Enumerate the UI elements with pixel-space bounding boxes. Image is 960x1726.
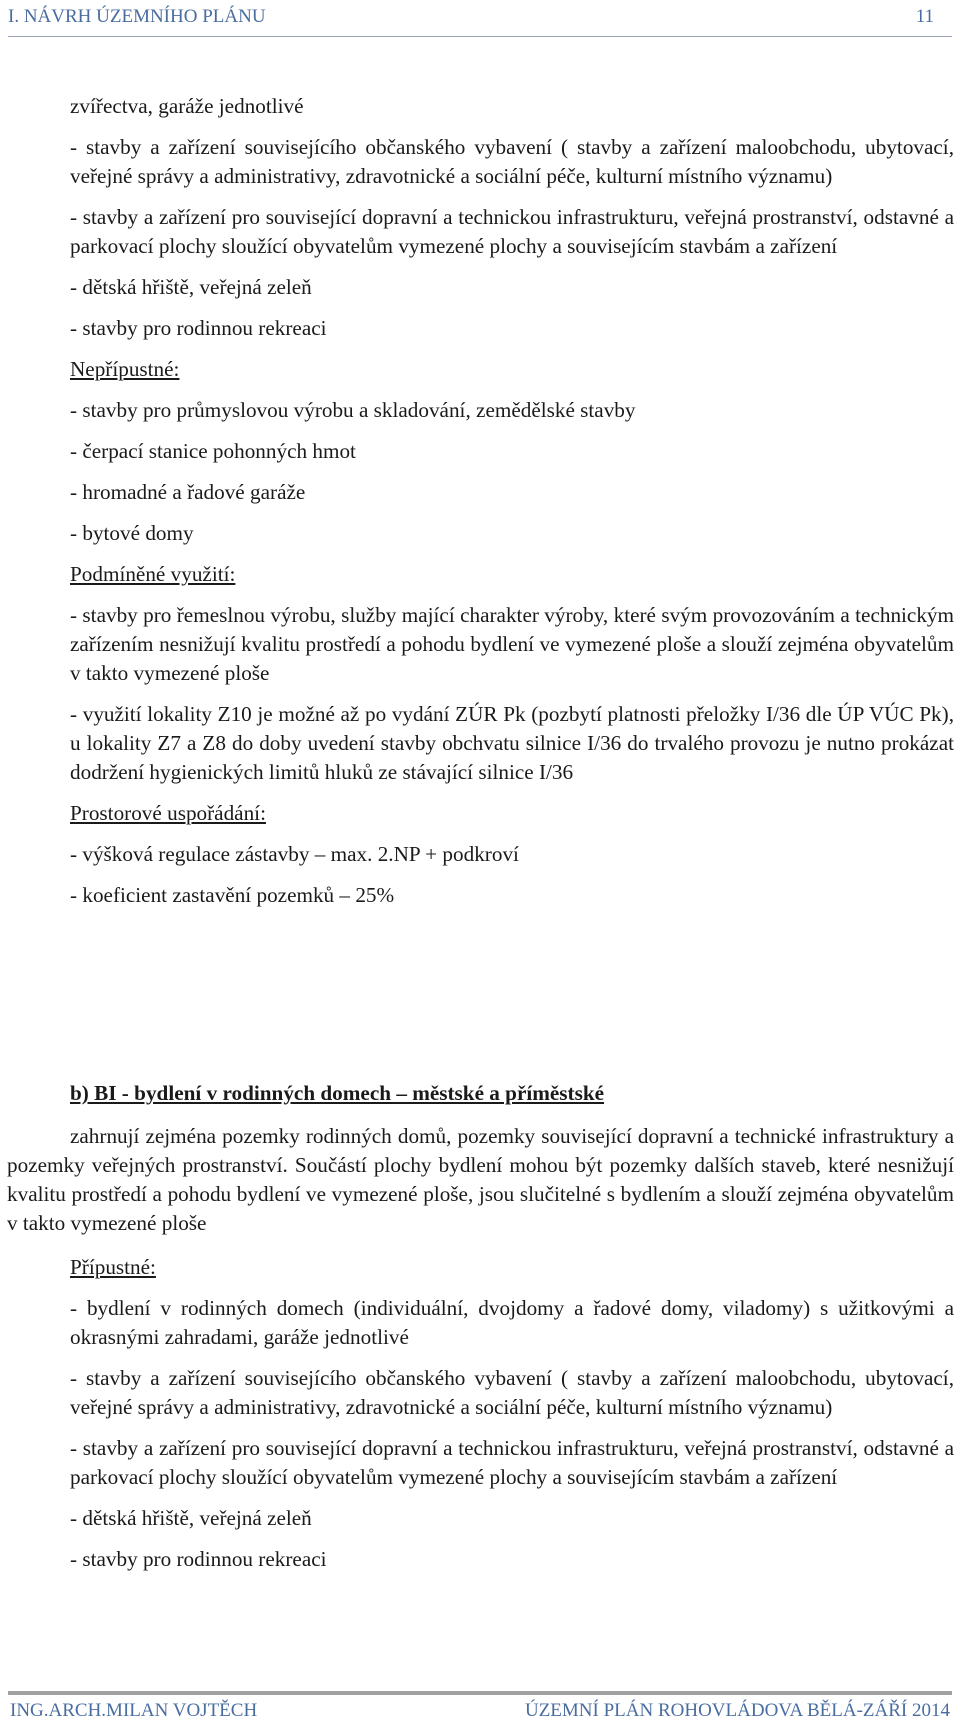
paragraph: zvířectva, garáže jednotlivé [70, 94, 304, 118]
section-b-title: b) BI - bydlení v rodinných domech – městské a příměstské [70, 1081, 605, 1105]
list-item: - stavby a zařízení souvisejícího občanského vybavení ( stavby a zařízení maloobchodu, ubytovací, veřejné správy a administrativy, zdravotnické a sociální péče, kulturní místního významu) [70, 1366, 954, 1419]
list-item: - stavby pro průmyslovou výrobu a skladování, zemědělské stavby [70, 398, 636, 422]
list-item: - bytové domy [70, 521, 194, 545]
section-b-content [70, 1253, 954, 1574]
list-item: - bydlení v rodinných domech (individuální, dvojdomy a řadové domy, viladomy) s užitkovými a okrasnými zahradami, garáže jednotlivé [70, 1296, 954, 1349]
main-content [70, 92, 954, 910]
paragraph: - stavby a zařízení pro související dopravní a technickou infrastrukturu, veřejná prostranství, odstavné a parkovací plochy sloužící obyvatelům vymezené plochy a souvisejícím stavbám a zařízení [70, 205, 954, 258]
page-number: 11 [915, 6, 934, 27]
section-heading-nepripustne: Nepřípustné: [70, 357, 180, 381]
list-item: - čerpací stanice pohonných hmot [70, 439, 356, 463]
list-item: - stavby a zařízení pro související dopravní a technickou infrastrukturu, veřejná prostranství, odstavné a parkovací plochy sloužící obyvatelům vymezené plochy a souvisejícím stavbám a zařízení [70, 1436, 954, 1489]
list-item: - dětská hřiště, veřejná zeleň [70, 1506, 312, 1530]
page-footer [10, 1700, 950, 1722]
intro-text: zahrnují zejména pozemky rodinných domů, pozemky související dopravní a technické infrastruktury a pozemky veřejných prostranství. Součástí plochy bydlení mohou být pozemky dalších staveb, které nesnižují kvalitu prostředí a pohodu bydlení ve vymezené ploše, jsou slučitelné s bydlením a slouží zejména obyvatelům v takto vymezené ploše [7, 1124, 954, 1235]
page-header [8, 6, 952, 37]
paragraph: - stavby a zařízení souvisejícího občanského vybavení ( stavby a zařízení maloobchodu, ubytovací, veřejné správy a administrativy, zdravotnické a sociální péče, kulturní místního významu) [70, 135, 954, 188]
list-item: - využití lokality Z10 je možné až po vydání ZÚR Pk (pozbytí platnosti přeložky I/36 dle ÚP VÚC Pk), u lokality Z7 a Z8 do doby uvedení stavby obchvatu silnice I/36 do trvalého provozu je nutno prokázat dodržení hygienických limitů hluků ze stávající silnice I/36 [70, 702, 954, 784]
section-b-intro [7, 1122, 954, 1238]
list-item: - stavby pro rodinnou rekreaci [70, 1547, 327, 1571]
section-heading-podminene: Podmíněné využití: [70, 562, 236, 586]
section-heading-prostorove: Prostorové uspořádání: [70, 801, 266, 825]
footer-divider [8, 1691, 952, 1695]
paragraph: - stavby pro rodinnou rekreaci [70, 316, 327, 340]
list-item: - stavby pro řemeslnou výrobu, služby mající charakter výroby, které svým provozováním a technickým zařízením nesnižují kvalitu prostředí a pohodu bydlení ve vymezené ploše a slouží zejména obyvatelům v takto vymezené ploše [70, 603, 954, 685]
paragraph: - dětská hřiště, veřejná zeleň [70, 275, 312, 299]
footer-project: ÚZEMNÍ PLÁN ROHOVLÁDOVA BĚLÁ-ZÁŘÍ 2014 [524, 1700, 950, 1721]
chapter-title: I. NÁVRH ÚZEMNÍHO PLÁNU [8, 6, 266, 27]
list-item: - výšková regulace zástavby – max. 2.NP + podkroví [70, 842, 519, 866]
list-item: - koeficient zastavění pozemků – 25% [70, 883, 395, 907]
list-item: - hromadné a řadové garáže [70, 480, 306, 504]
section-heading-pripustne: Přípustné: [70, 1255, 156, 1279]
footer-author: ING.ARCH.MILAN VOJTĚCH [10, 1700, 258, 1721]
